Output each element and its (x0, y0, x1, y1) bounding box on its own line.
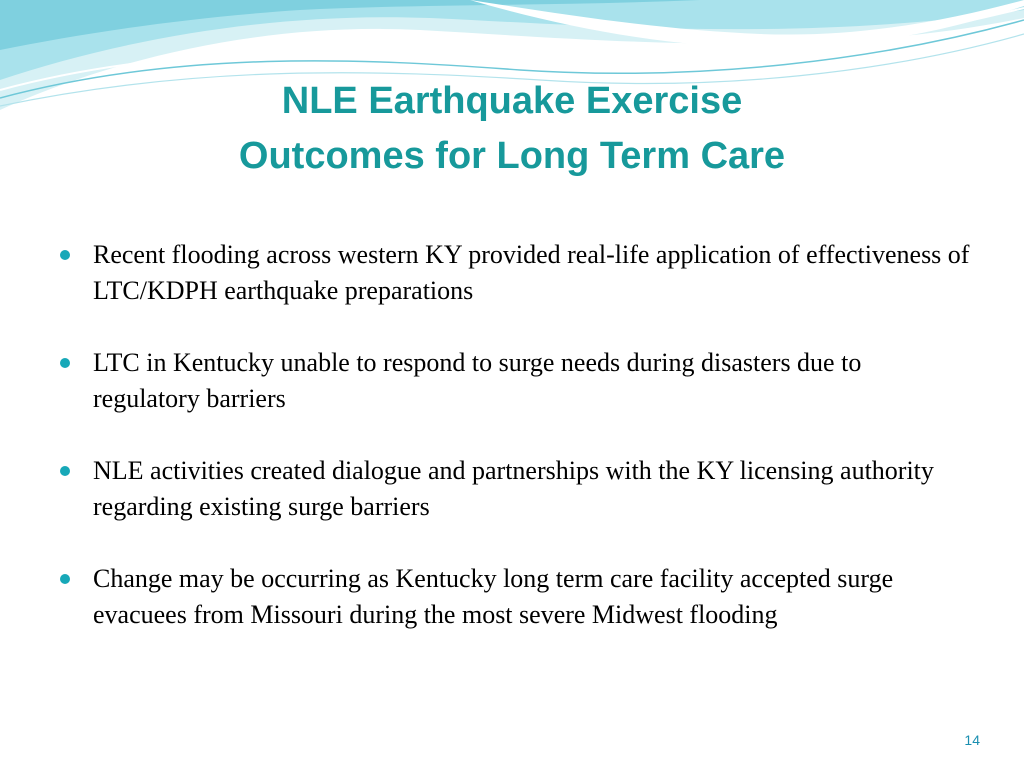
bullet-list (60, 237, 970, 669)
page-number: 14 (964, 732, 980, 748)
slide-title-line-2: Outcomes for Long Term Care (238, 135, 786, 177)
bullet-item (60, 345, 970, 417)
bullet-item (60, 561, 970, 633)
bullet-dot-icon (60, 466, 70, 476)
slide-title-line-1: NLE Earthquake Exercise (281, 80, 743, 122)
bullet-text: Change may be occurring as Kentucky long term care facility accepted surge evacuees from Missouri during the most severe Midwest flooding (93, 564, 894, 629)
bullet-text: NLE activities created dialogue and partnerships with the KY licensing authority regarding existing surge barriers (93, 456, 934, 521)
bullet-dot-icon (60, 358, 70, 368)
bullet-item (60, 237, 970, 309)
slide-title (112, 74, 912, 184)
bullet-text: Recent flooding across western KY provided real-life application of effectiveness of LTC/KDPH earthquake preparations (93, 240, 970, 305)
bullet-item (60, 453, 970, 525)
bullet-text: LTC in Kentucky unable to respond to surge needs during disasters due to regulatory barriers (93, 348, 862, 413)
bullet-dot-icon (60, 250, 70, 260)
bullet-dot-icon (60, 574, 70, 584)
